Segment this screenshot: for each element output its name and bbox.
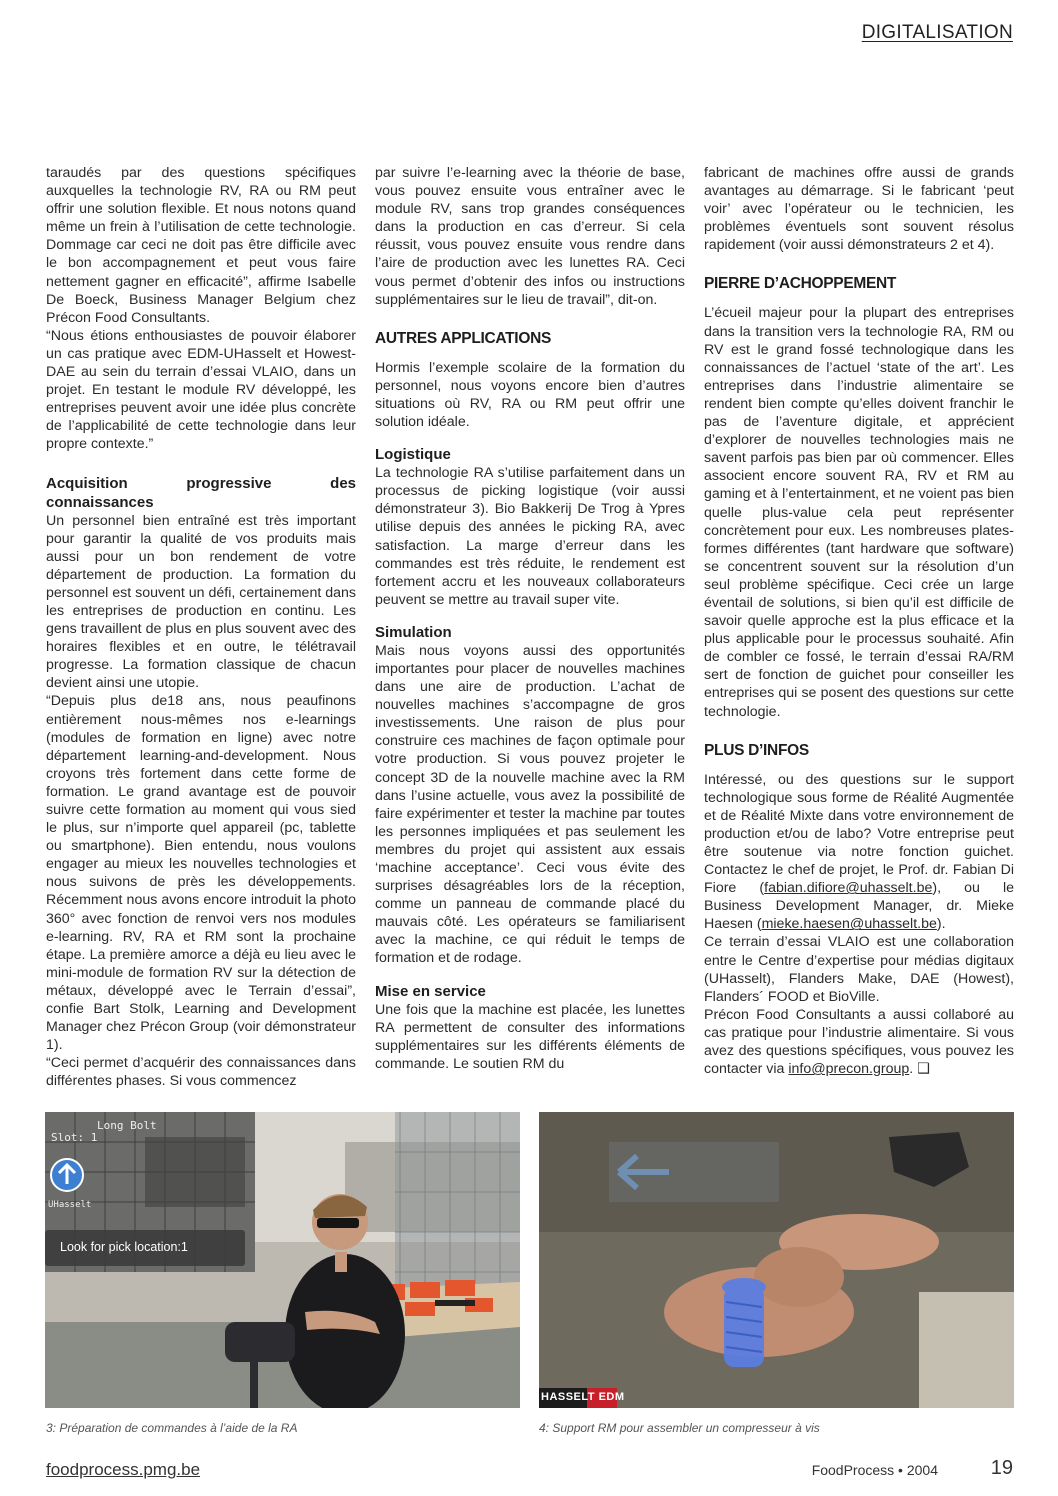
- subheading: Simulation: [375, 623, 452, 641]
- paragraph: Précon Food Consultants a aussi collaboré au cas pratique pour l’industrie alimentaire. Si vous avez des questions spécifiques, vous pouvez les contacter via info@precon.group. ❑: [704, 1006, 1014, 1078]
- photo-caption-3: 3: Préparation de commandes à l’aide de la RA: [46, 1421, 298, 1435]
- footer-publication: FoodProcess • 2004: [811, 1462, 938, 1478]
- section-heading: PIERRE D’ACHOPPEMENT: [704, 275, 897, 293]
- article-column-2: [375, 164, 685, 1073]
- subheading: Mise en service: [375, 982, 486, 1000]
- end-mark-icon: ❑: [917, 1061, 930, 1078]
- email-link-fabian[interactable]: fabian.difiore@uhasselt.be: [764, 880, 933, 897]
- ar-item-label: Long Bolt: [97, 1119, 157, 1132]
- subheading: Acquisition progressive des connaissances: [46, 474, 356, 511]
- paragraph: taraudés par des questions spécifiques auxquelles la technologie RV, RA ou RM peut offrir une solution flexible. Et nous notons quand même un frein à l’utilisation de cette technologie. Dommage car ceci ne doit pas être difficile avec le bon accompagnement et peut vous faire nettement gagner en efficacité”, affirme Isabelle De Boeck, Business Manager Belgium chez Précon Food Consultants.: [46, 165, 356, 326]
- paragraph: Hormis l’exemple scolaire de la formation du personnel, nous voyons encore bien d’autres situations où RV, RA ou RM peut offrir une solution idéale.: [375, 359, 685, 431]
- article-column-3: [704, 164, 1014, 1078]
- ar-instruction-banner: Look for pick location:1: [60, 1240, 188, 1254]
- paragraph: Ce terrain d’essai VLAIO est une collaboration entre le Centre d’expertise pour médias digitaux (UHasselt), Flanders Make, DAE (Howest), Flanders´ FOOD et BioVille.: [704, 934, 1014, 1005]
- email-link-precon[interactable]: info@precon.group: [788, 1061, 910, 1078]
- section-heading: AUTRES APPLICATIONS: [375, 329, 552, 347]
- paragraph: Une fois que la machine est placée, les lunettes RA permettent de consulter des informations supplémentaires sur les différents éléments de commande. Le soutien RM du: [375, 1001, 685, 1072]
- subheading: Logistique: [375, 446, 451, 464]
- page-number: 19: [990, 1457, 1013, 1479]
- paragraph: “Depuis plus de18 ans, nous peaufinons entièrement nous-mêmes nos e-learnings (modules de formation en ligne) avec notre département learning-and-development. Nous croyons très fortement dans cette forme de formation. Le grand avantage est de pouvoir suivre cette formation au moment qui vous sied le plus, sur n’importe quel appareil (pc, tablette ou smartphone). Bien entendu, nous voulons engager au mieux les nouvelles technologies et nous suivons de près les développements. Récemment nous avons encore introduit la photo 360° avec fonction de renvoi vers nos modules e-learning. RV, RA et RM sont la prochaine étape. La première amorce a déjà eu lieu avec le mini-module de formation RV sur la détection de métaux, développé avec le Terrain d’essai”, confie Bart Stolk, Learning and Development Manager chez Précon Group (voir démonstrateur 1).: [46, 693, 356, 1054]
- ar-corner-label: UHasselt: [48, 1200, 92, 1210]
- footer-website-link[interactable]: foodprocess.pmg.be: [46, 1460, 201, 1479]
- paragraph: Mais nous voyons aussi des opportunités importantes pour placer de nouvelles machines dans une aire de production. L’achat de nouvelles machines s’accompagne de gros investissements. Une raison de plus pour construire ces machines de façon optimale pour votre production. Si vous pouvez projeter le concept 3D de la nouvelle machine avec la RM dans l’usine actuelle, vous avez la possibilité de faire expérimenter et tester la machine par toutes les personnes impliquées et pas seulement les membres du projet qui assistent aux essais ‘machine acceptance’. Ceci vous évite des surprises désagréables lors de la réception, comme un panneau de commande placé du mauvais côté. Les opérateurs se familiarisent avec la machine, ce qui réduit le temps de formation et de rodage.: [375, 642, 685, 967]
- paragraph: fabricant de machines offre aussi de grands avantages au démarrage. Si le fabricant ‘peut voir’ avec l’opérateur ou le technicien, les problèmes éventuels sont souvent résolus rapidement (voir aussi démonstrateurs 2 et 4).: [704, 165, 1014, 254]
- ar-slot-label: Slot: 1: [51, 1131, 98, 1144]
- photo-mr-compressor-illustration: [539, 1112, 1014, 1408]
- photo-ar-picking-illustration: [45, 1112, 520, 1408]
- paragraph: Un personnel bien entraîné est très important pour garantir la qualité de vos produits mais aussi pour un bon rendement de votre département de production. La formation du personnel est souvent un défi, certainement dans les entreprises de production en continu. Les gens travaillent de plus en plus souvent avec des horaires flexibles et en outre, le télétravail progresse. La formation classique de chacun devient ainsi une utopie.: [46, 512, 356, 692]
- section-heading: PLUS D’INFOS: [704, 741, 809, 759]
- edm-logo: HASSELT EDM: [541, 1391, 625, 1403]
- email-link-mieke[interactable]: mieke.haesen@uhasselt.be: [761, 916, 937, 933]
- paragraph: “Ceci permet d’acquérir des connaissances dans différentes phases. Si vous commencez: [46, 1055, 356, 1090]
- photo-mr-compressor: [539, 1112, 1014, 1408]
- article-column-1: [46, 164, 356, 1091]
- paragraph: L’écueil majeur pour la plupart des entreprises dans la transition vers la technologie RA, RM ou RV est le grand fossé technologique dans les connaissances de l’actuel ‘state of the art’. Les entreprises dans l’industrie alimentaire se rendent bien compte qu’elles doivent franchir le pas de l’aventure digitale, et apprécient d’explorer de nouvelles technologies mais ne savent parfois pas bien par où commencer. Elles associent encore souvent RA, RV et RM au gaming et à l’entertainment, et ne voient pas bien quelle plus-value cela peut représenter concrètement pour eux. Les nombreuses plates-formes différentes (tant hardware que software) se concentrent souvent sur la résolution d’un seul problème spécifique. Ceci crée un large éventail de solutions, si bien qu’il est difficile de savoir quelle approche est la plus efficace et la plus applicable pour le processus souhaité. Afin de combler ce fossé, le terrain d’essai RA/RM sert de fonction de guichet pour conseiller les entreprises qui se posent des questions sur cette technologie.: [704, 305, 1014, 720]
- paragraph: Intéressé, ou des questions sur le support technologique sous forme de Réalité Augmentée et de Réalité Mixte dans votre environnement de production et/ou de labo? Votre entreprise peut être soutenue via notre fonction guichet. Contactez le chef de projet, le Prof. dr. Fabian Di Fiore (fabian.difiore@uhasselt.be), ou le Business Development Manager, dr. Mieke Haesen (mieke.haesen@uhasselt.be).: [704, 771, 1015, 933]
- paragraph: “Nous étions enthousiastes de pouvoir élaborer un cas pratique avec EDM-UHasselt et Howest-DAE au sein du terrain d’essai VLAIO, dans un projet. En testant le module RV développé, les entreprises peuvent avoir une idée plus concrète de l’applicabilité de cette technologie dans leur propre contexte.”: [46, 327, 356, 453]
- photo-ar-picking: [45, 1112, 520, 1408]
- paragraph: par suivre l’e-learning avec la théorie de base, vous pouvez ensuite vous entraîner avec le module RV, sans trop grandes conséquences dans la production en cas d’erreur. Si cela réussit, vous pouvez ensuite vous rendre dans l’aire de production avec les lunettes RA. Ceci vous permet d’obtenir des infos ou instructions supplémentaires sur le lieu de travail”, dit-on.: [375, 165, 685, 308]
- paragraph: La technologie RA s’utilise parfaitement dans un processus de picking logistique (voir aussi démonstrateur 3). Bio Bakkerij De Trog à Ypres utilise depuis des années le picking RA, avec satisfaction. La marge d’erreur dans les commandes est très réduite, le rendement est fortement accru et les nouveaux collaborateurs peuvent se mettre au travail super vite.: [375, 465, 685, 608]
- section-tag: DIGITALISATION: [861, 22, 1013, 43]
- photo-caption-4: 4: Support RM pour assembler un compresseur à vis: [539, 1421, 820, 1435]
